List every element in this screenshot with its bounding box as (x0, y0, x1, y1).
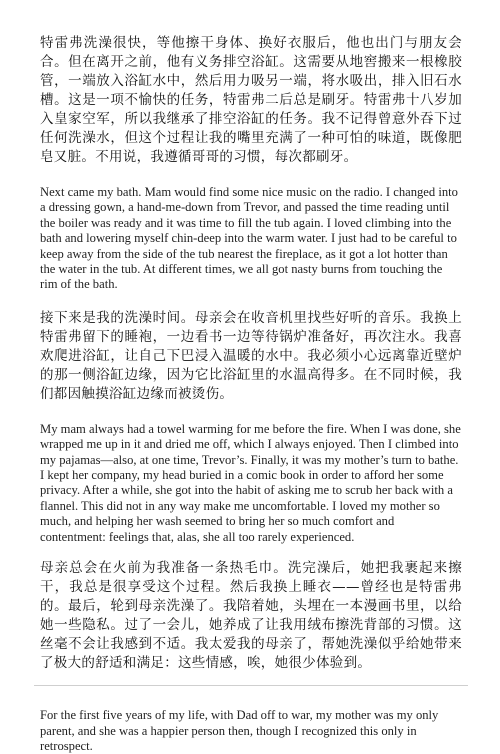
paragraph-en-mother-bath: My mam always had a towel warming for me before the fire. When I was done, she wrapped me up in it and dried me off, which I always enjoyed. Then I climbed into my pajamas—also, at one time, Trevor’s. Finally, it was my mother’s turn to bathe. I kept her company, my head buried in a comic book in order to afford her some privacy. After a while, she got into the habit of asking me to scrub her back with a flannel. This did not in any way make me uncomfortable. I loved my mother so much, and helping her wash seemed to bring her so much comfort and contentment: feelings that, alas, she all too rarely experienced. (40, 421, 461, 544)
paragraph-zh-mother-bath: 母亲总会在火前为我准备一条热毛巾。洗完澡后，她把我裹起来擦干，我总是很享受这个过程。然后我换上睡衣——曾经也是特雷弗的。最后，轮到母亲洗澡了。我陪着她，头埋在一本漫画书里，以给她一些隐私。过了一会儿，她养成了让我用绒布擦洗背部的习惯。这丝毫不会让我感到不适。我太爱我的母亲了，帮她洗澡似乎给她带来了极大的舒适和满足：这些情感，唉，她很少体验到。 (40, 560, 462, 672)
paragraph-zh-my-bath: 接下来是我的洗澡时间。母亲会在收音机里找些好听的音乐。我换上特雷弗留下的睡袍，一边看书一边等待锅炉准备好，再次注水。我喜欢爬进浴缸，让自己下巴浸入温暖的水中。我必须小心远离靠近壁炉的那一侧浴缸边缘，因为它比浴缸里的水温高得多。在不同时候，我们都因触摸浴缸边缘而被烫伤。 (40, 309, 462, 402)
paragraph-en-first-five-years: For the first five years of my life, with Dad off to war, my mother was my only parent, and she was a happier person then, though I recognized this only in retrospect. (40, 708, 439, 753)
paragraph-zh-trevor-bath: 特雷弗洗澡很快，等他擦干身体、换好衣服后，他也出门与朋友会合。但在离开之前，他有义务排空浴缸。这需要从地窖搬来一根橡胶管，一端放入浴缸水中，然后用力吸另一端，将水吸出，排入旧石水槽。这是一项不愉快的任务，特雷弗二后总是刷牙。特雷弗十八岁加入皇家空军，所以我继承了排空浴缸的任务。我不记得曾意外吞下过任何洗澡水，但这个过程让我的嘴里充满了一种可怕的味道，既像肥皂又脏。不用说，我遵循哥哥的习惯，每次都刷牙。 (40, 35, 462, 165)
section-divider (34, 685, 468, 686)
paragraph-en-my-bath: Next came my bath. Mam would find some nice music on the radio. I changed into a dressing gown, a hand-me-down from Trevor, and passed the time reading until the boiler was ready and it was time to fill the tub again. I loved climbing into the bath and lowering myself chin-deep into the warm water. I just had to be careful to keep away from the side of the tub nearest the fireplace, as it got a lot hotter than the water in the tub. At different times, we all got nasty burns from touching the rim of the bath. (40, 185, 458, 292)
